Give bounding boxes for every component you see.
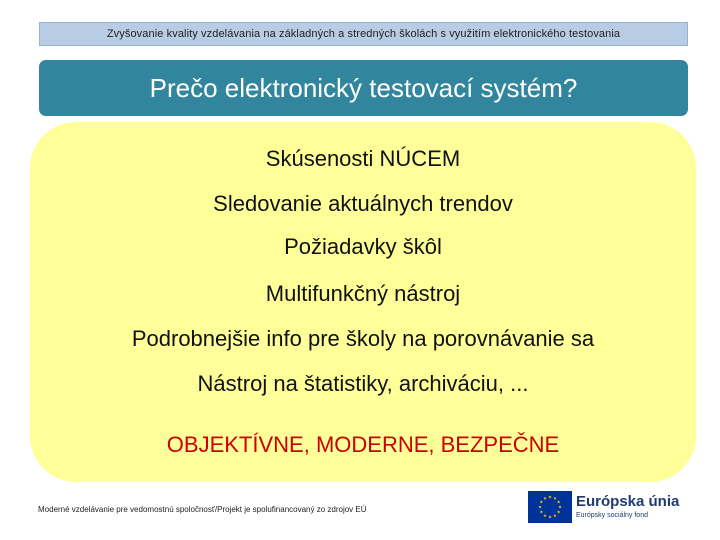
list-item: Nástroj na štatistiky, archiváciu, ... <box>197 371 529 396</box>
eu-subtitle: Európsky sociálny fond <box>576 512 648 519</box>
list-item: Požiadavky škôl <box>284 234 442 259</box>
content-box <box>30 122 696 482</box>
eu-flag-icon <box>528 491 572 523</box>
top-banner <box>39 22 688 46</box>
list-item: Multifunkčný nástroj <box>265 281 461 306</box>
eu-logo <box>528 491 693 527</box>
list-item: Sledovanie aktuálnych trendov <box>213 191 513 216</box>
banner-text: Zvyšovanie kvality vzdelávania na základných a stredných školách s využitím elektronického testovania <box>106 28 621 40</box>
eu-title: Európska únia <box>576 493 680 510</box>
list-item: Skúsenosti NÚCEM <box>265 146 461 171</box>
title-bar <box>39 60 688 116</box>
slide-title: Prečo elektronický testovací systém? <box>149 72 578 103</box>
footer-text: Moderné vzdelávanie pre vedomostnú spoločnosť/Projekt je spolufinancovaný zo zdrojov EÚ <box>38 505 367 514</box>
highlight-text: OBJEKTÍVNE, MODERNE, BEZPEČNE <box>166 432 560 457</box>
list-item: Podrobnejšie info pre školy na porovnávanie sa <box>131 326 595 351</box>
